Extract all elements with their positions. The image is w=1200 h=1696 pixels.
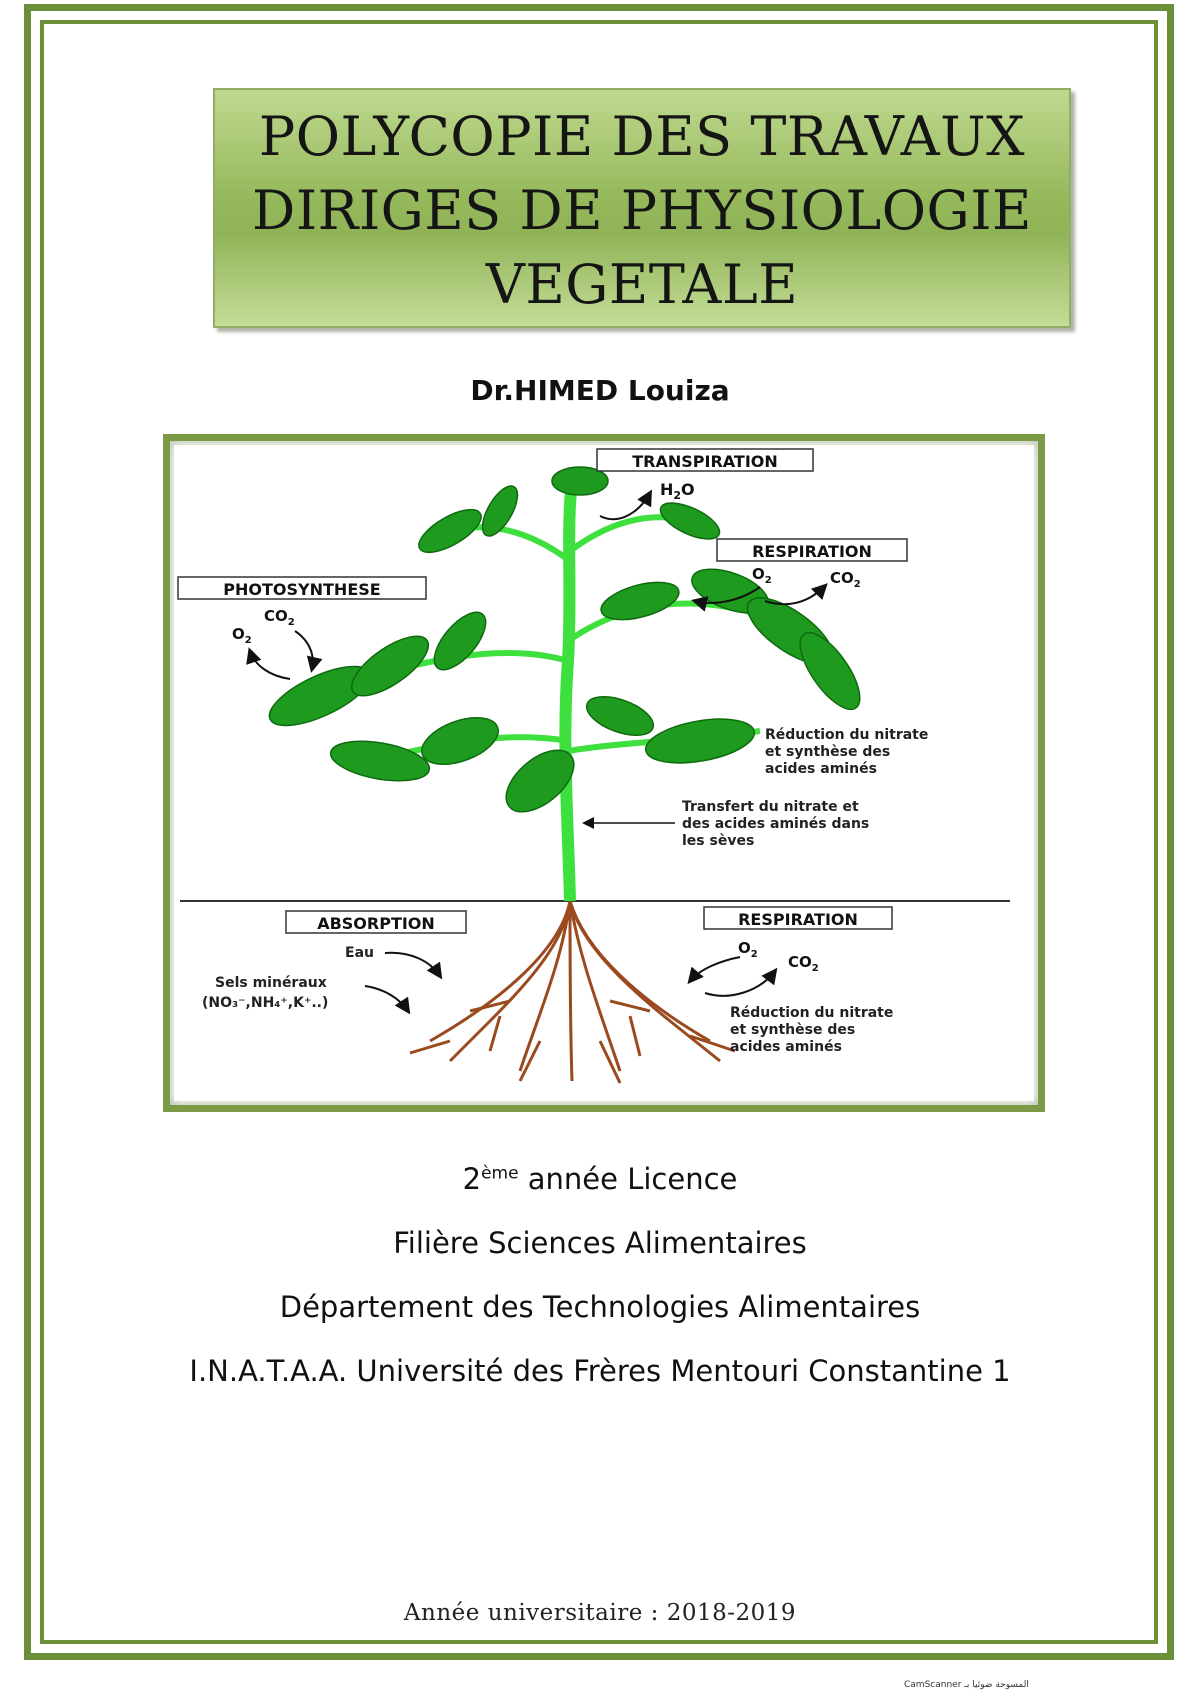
- filiere-line: Filière Sciences Alimentaires: [393, 1226, 807, 1260]
- label-absorption: [286, 911, 466, 933]
- level-line: [0, 1162, 1200, 1196]
- plant-physiology-figure: [163, 434, 1045, 1112]
- label-photosynthese: [178, 577, 426, 599]
- svg-text:des acides aminés dans: des acides aminés dans: [682, 816, 870, 832]
- co2-photo: $CO_2$: [264, 607, 295, 628]
- svg-text:acides aminés: acides aminés: [765, 761, 877, 777]
- svg-text:PHOTOSYNTHESE: PHOTOSYNTHESE: [223, 580, 381, 599]
- title-line-2: DIRIGES DE PHYSIOLOGIE: [252, 179, 1032, 242]
- label-transpiration: [597, 449, 813, 471]
- svg-text:Réduction du nitrate: Réduction du nitrate: [765, 727, 929, 743]
- svg-text:et synthèse des: et synthèse des: [765, 744, 891, 760]
- label-respiration-top: [717, 539, 907, 561]
- svg-text:acides aminés: acides aminés: [730, 1039, 842, 1055]
- sels-label: Sels minéraux: [215, 975, 327, 991]
- svg-text:TRANSPIRATION: TRANSPIRATION: [632, 452, 778, 471]
- level-superscript: ème: [481, 1163, 519, 1184]
- level-text: année Licence: [518, 1162, 738, 1196]
- o2-photo: $O_2$: [232, 625, 252, 646]
- eau-label: Eau: [345, 945, 374, 961]
- svg-text:ABSORPTION: ABSORPTION: [317, 914, 435, 933]
- title-line-3: VEGETALE: [485, 253, 799, 316]
- scanner-watermark: CamScanner المسوحة ضوئيا بـ: [904, 1680, 1029, 1690]
- sels-formula: (NO₃⁻,NH₄⁺,K⁺..): [202, 995, 329, 1011]
- svg-text:et synthèse des: et synthèse des: [730, 1022, 856, 1038]
- svg-text:RESPIRATION: RESPIRATION: [752, 542, 872, 561]
- co2-bottom: $CO_2$: [788, 953, 819, 974]
- stem: [565, 481, 572, 901]
- departement-line: Département des Technologies Alimentaires: [279, 1290, 921, 1324]
- title-box: [213, 88, 1071, 328]
- title-line-1: POLYCOPIE DES TRAVAUX: [258, 105, 1026, 168]
- svg-text:Transfert du nitrate et: Transfert du nitrate et: [682, 799, 859, 815]
- svg-text:RESPIRATION: RESPIRATION: [738, 910, 858, 929]
- svg-text:Réduction du nitrate: Réduction du nitrate: [730, 1005, 894, 1021]
- co2-top: $CO_2$: [830, 569, 861, 590]
- author-name: Dr.HIMED Louiza: [470, 374, 730, 407]
- svg-text:les sèves: les sèves: [682, 833, 755, 849]
- level-number: 2: [462, 1162, 482, 1196]
- academic-year: Année universitaire : 2018-2019: [403, 1600, 797, 1626]
- plant-diagram: [170, 441, 1038, 1105]
- o2-top: $O_2$: [752, 565, 772, 586]
- institution-line: I.N.A.T.A.A. Université des Frères Mentouri Constantine 1: [189, 1354, 1011, 1388]
- o2-bottom: $O_2$: [738, 939, 758, 960]
- h2o-label: $H_2O$: [660, 480, 695, 502]
- label-respiration-bottom: [704, 907, 892, 929]
